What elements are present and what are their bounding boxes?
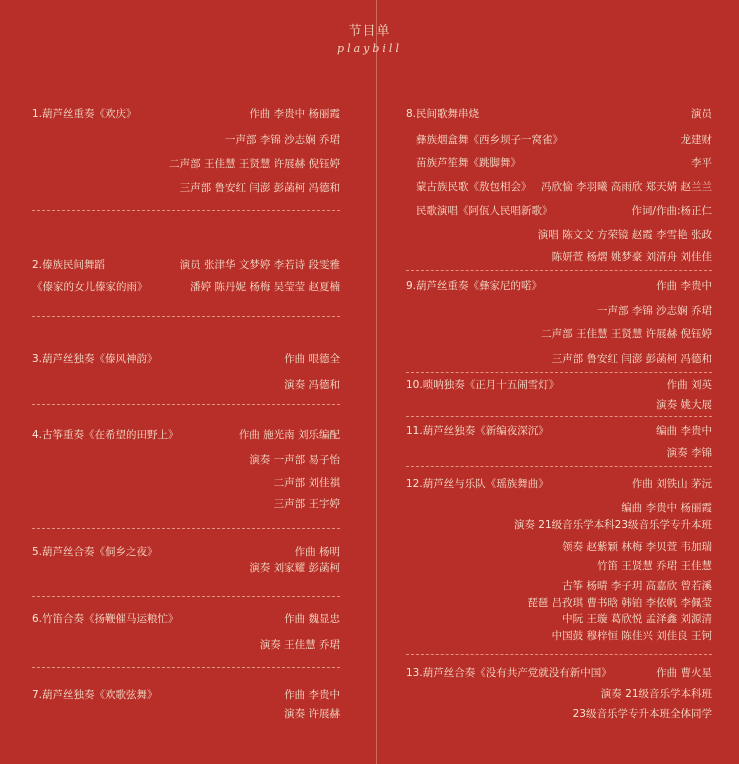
program-credit: 作曲 刘铁山 茅沅 bbox=[631, 478, 712, 490]
performer-line bbox=[406, 352, 712, 366]
performer-line bbox=[32, 476, 340, 490]
program-item-1 bbox=[32, 107, 340, 121]
program-item-10 bbox=[406, 378, 712, 392]
performer-text: 演奏 刘家耀 彭菡柯 bbox=[249, 562, 340, 574]
performer-line bbox=[406, 707, 712, 721]
program-subtitle: 《傣家的女儿傣家的雨》 bbox=[32, 281, 148, 293]
performer-text: 一声部 李锦 沙志娴 乔珺 bbox=[596, 305, 712, 317]
performer-line bbox=[406, 446, 712, 460]
performer-text: 琵琶 吕孜琪 曹书晗 韩铂 李依帆 李佩莹 bbox=[527, 597, 712, 609]
program-item-11 bbox=[406, 424, 712, 438]
performance-title: 蒙古族民歌《敖包相会》 bbox=[416, 181, 532, 193]
performer-line bbox=[406, 559, 712, 573]
performer-text: 演奏 李锦 bbox=[666, 447, 712, 459]
program-item-5 bbox=[32, 545, 340, 559]
program-credit: 作曲 李贵中 杨丽霞 bbox=[249, 108, 340, 120]
performer-text: 领奏 赵紫颖 林梅 李贝萱 韦加瑞 bbox=[562, 541, 712, 553]
section-divider bbox=[406, 416, 712, 417]
performer-line bbox=[32, 181, 340, 195]
program-credit: 作曲 曹火星 bbox=[656, 667, 712, 679]
performer-text: 演奏 王佳慧 乔珺 bbox=[259, 639, 340, 651]
performer-text: 三声部 鲁安红 闫澎 彭菡柯 冯德和 bbox=[551, 353, 712, 365]
performer-line bbox=[406, 250, 712, 264]
program-credit: 作曲 杨明 bbox=[294, 546, 340, 558]
performer-text: 二声部 王佳慧 王贤慧 许展赫 倪钰婷 bbox=[169, 158, 340, 170]
performer-line bbox=[406, 629, 712, 643]
performer-line bbox=[32, 638, 340, 652]
performer-text: 23级音乐学专升本班全体同学 bbox=[572, 708, 712, 720]
program-title: 4.古筝重奏《在希望的田野上》 bbox=[32, 429, 179, 441]
program-title: 3.葫芦丝独奏《傣风神韵》 bbox=[32, 353, 158, 365]
performer-line bbox=[406, 518, 712, 532]
performer-text: 演奏 一声部 易子怡 bbox=[249, 454, 340, 466]
program-item-8 bbox=[406, 107, 712, 121]
program-credit: 作曲 哏德全 bbox=[284, 353, 340, 365]
performance-line bbox=[406, 133, 712, 147]
section-divider bbox=[406, 654, 712, 655]
performer-line bbox=[406, 501, 712, 515]
program-credit: 演员 bbox=[691, 108, 712, 120]
program-item-3 bbox=[32, 352, 340, 366]
program-title: 13.葫芦丝合奏《没有共产党就没有新中国》 bbox=[406, 667, 612, 679]
performance-title: 苗族芦笙舞《跳脚舞》 bbox=[416, 157, 521, 169]
program-title: 8.民间歌舞串烧 bbox=[406, 108, 480, 120]
program-item-6 bbox=[32, 612, 340, 626]
section-divider bbox=[406, 372, 712, 373]
playbill-header bbox=[0, 20, 739, 55]
performer-line bbox=[32, 157, 340, 171]
section-divider bbox=[406, 270, 712, 271]
performer-line bbox=[406, 612, 712, 626]
performer-text: 三声部 鲁安红 闫澎 彭菡柯 冯德和 bbox=[179, 182, 340, 194]
performer-text: 冯欣愉 李羽曦 高雨欣 郑天婧 赵兰兰 bbox=[541, 181, 712, 193]
performer-line bbox=[32, 561, 340, 575]
performer-text: 演奏 许展赫 bbox=[284, 708, 340, 720]
program-title: 9.葫芦丝重奏《彝家尼的喏》 bbox=[406, 280, 543, 292]
performance-line bbox=[406, 204, 712, 218]
section-divider bbox=[32, 316, 340, 317]
section-divider bbox=[32, 596, 340, 597]
performance-line bbox=[406, 180, 712, 194]
performer-text: 二声部 王佳慧 王贤慧 许展赫 倪钰婷 bbox=[541, 328, 712, 340]
program-credit: 作曲 刘英 bbox=[666, 379, 712, 391]
performer-text: 中阮 王璇 葛欣悦 孟泽鑫 刘源清 bbox=[562, 613, 712, 625]
performer-text: 演唱 陈文文 方荣镜 赵霞 李雪艳 张政 bbox=[537, 229, 712, 241]
program-credit: 作曲 施光南 刘乐编配 bbox=[238, 429, 340, 441]
performer-text: 陈妍萱 杨熠 姚梦豪 刘清舟 刘佳佳 bbox=[551, 251, 712, 263]
program-item-9 bbox=[406, 279, 712, 293]
performer-text: 演奏 冯德和 bbox=[284, 379, 340, 391]
performer-text: 演奏 21级音乐学本科23级音乐学专升本班 bbox=[513, 519, 712, 531]
program-title: 5.葫芦丝合奏《侗乡之夜》 bbox=[32, 546, 158, 558]
performer-line bbox=[406, 540, 712, 554]
program-title: 11.葫芦丝独奏《新编夜深沉》 bbox=[406, 425, 549, 437]
program-credit: 作曲 李贵中 bbox=[656, 280, 712, 292]
program-title: 2.傣族民间舞蹈 bbox=[32, 259, 106, 271]
section-divider bbox=[32, 528, 340, 529]
program-credit: 编曲 李贵中 bbox=[656, 425, 712, 437]
performer-text: 龙建财 bbox=[680, 134, 712, 146]
performer-line bbox=[406, 304, 712, 318]
performer-line bbox=[32, 707, 340, 721]
program-credit: 作曲 李贵中 bbox=[284, 689, 340, 701]
page-subtitle: playbill bbox=[337, 42, 402, 55]
performer-text: 古筝 杨晴 李子玥 高嘉欣 曾若溪 bbox=[562, 580, 712, 592]
program-item-13 bbox=[406, 666, 712, 680]
program-item-12 bbox=[406, 477, 712, 491]
performer-text: 编曲 李贵中 杨丽霞 bbox=[621, 502, 712, 514]
page-title: 节目单 bbox=[348, 24, 391, 39]
performance-title: 民歌演唱《阿佤人民唱新歌》 bbox=[416, 205, 553, 217]
program-title: 10.唢呐独奏《正月十五闹雪灯》 bbox=[406, 379, 560, 391]
performer-line bbox=[32, 453, 340, 467]
program-item-7 bbox=[32, 688, 340, 702]
section-divider bbox=[406, 466, 712, 467]
section-divider bbox=[32, 404, 340, 405]
program-item-4 bbox=[32, 428, 340, 442]
performer-line bbox=[406, 398, 712, 412]
performer-line bbox=[406, 327, 712, 341]
performer-text: 李平 bbox=[691, 157, 712, 169]
performer-line bbox=[32, 497, 340, 511]
program-title: 1.葫芦丝重奏《欢庆》 bbox=[32, 108, 137, 120]
performer-line bbox=[406, 596, 712, 610]
performer-line bbox=[406, 579, 712, 593]
performance-line bbox=[406, 156, 712, 170]
performer-text: 潘婷 陈丹妮 杨梅 吴莹莹 赵夏楠 bbox=[190, 281, 340, 293]
section-divider bbox=[32, 667, 340, 668]
performer-text: 演员 张津华 文梦婷 李若诗 段雯雅 bbox=[179, 259, 340, 271]
performer-text: 作词/作曲:杨正仁 bbox=[631, 205, 712, 217]
performer-text: 竹笛 王贤慧 乔珺 王佳慧 bbox=[596, 560, 712, 572]
performance-title: 彝族烟盒舞《西乡坝子一窝雀》 bbox=[416, 134, 563, 146]
performer-text: 中国鼓 穆梓恒 陈佳兴 刘佳良 王钶 bbox=[551, 630, 712, 642]
program-title: 6.竹笛合奏《扬鞭催马运粮忙》 bbox=[32, 613, 179, 625]
program-title: 12.葫芦丝与乐队《瑶族舞曲》 bbox=[406, 478, 549, 490]
performer-line bbox=[32, 280, 340, 294]
center-divider bbox=[376, 0, 377, 764]
performer-line bbox=[32, 133, 340, 147]
performer-text: 演奏 21级音乐学本科班 bbox=[600, 688, 712, 700]
program-credit: 作曲 魏显忠 bbox=[284, 613, 340, 625]
performer-line bbox=[406, 228, 712, 242]
performer-text: 三声部 王宇婷 bbox=[273, 498, 340, 510]
performer-text: 一声部 李锦 沙志娴 乔珺 bbox=[224, 134, 340, 146]
performer-text: 演奏 姚大展 bbox=[656, 399, 712, 411]
program-item-2 bbox=[32, 258, 340, 272]
performer-line bbox=[32, 378, 340, 392]
program-title: 7.葫芦丝独奏《欢歌弦舞》 bbox=[32, 689, 158, 701]
section-divider bbox=[32, 210, 340, 211]
performer-line bbox=[406, 687, 712, 701]
performer-text: 二声部 刘佳祺 bbox=[273, 477, 340, 489]
